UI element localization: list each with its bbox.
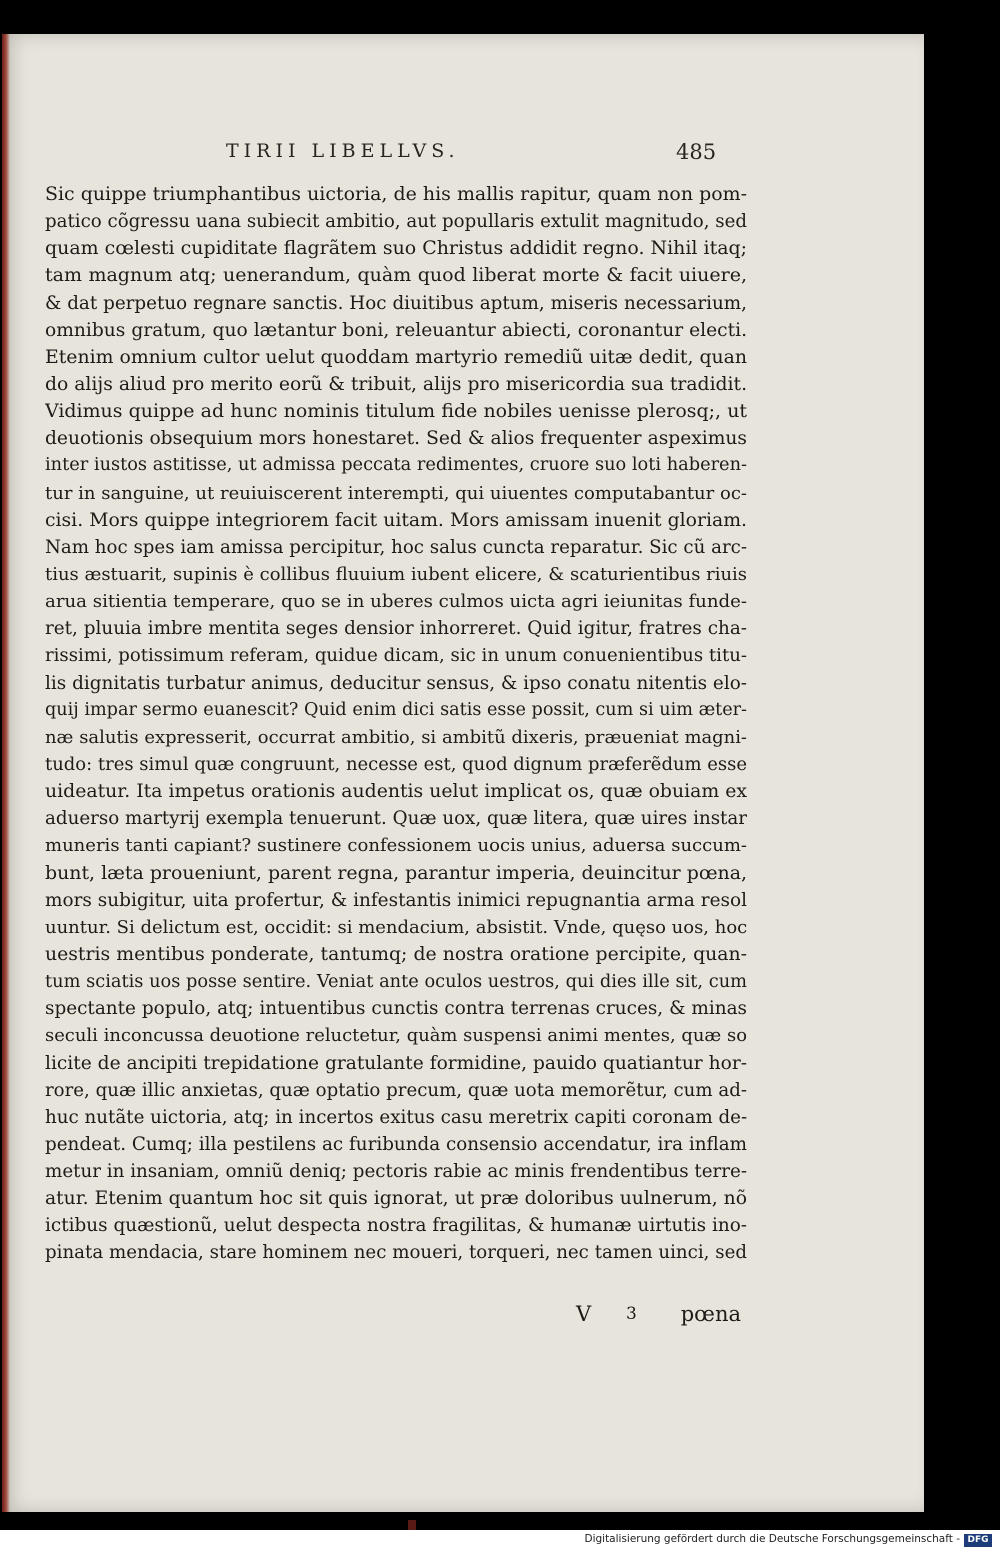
footer-bar <box>0 1530 1000 1551</box>
text-line: omnibus gratum, quo lætantur boni, releuantur abiecti, coronantur electi. <box>45 319 747 341</box>
text-line: & dat perpetuo regnare sanctis. Hoc diuitibus aptum, miseris necessarium, <box>45 292 747 314</box>
text-line: tum sciatis uos posse sentire. Veniat ante oculos uestros, qui dies ille sit, cum <box>45 971 747 993</box>
binding-edge <box>2 34 10 1512</box>
text-line: ictibus quæstionũ, uelut despecta nostra fragilitas, & humanæ uirtutis ino- <box>45 1215 747 1237</box>
text-line: inter iustos astitisse, ut admissa peccata redimentes, cruore suo loti haberen- <box>45 455 747 476</box>
signature-mark: V <box>576 1302 592 1326</box>
text-line: licite de ancipiti trepidatione gratulante formidine, pauido quatiantur hor- <box>45 1052 747 1074</box>
text-line: Vidimus quippe ad hunc nominis titulum fide nobiles uenisse plerosq;, ut <box>45 400 747 423</box>
text-line: rissimi, potissimum referam, quidue dicam, sic in unum conuenientibus titu- <box>45 645 747 667</box>
text-line: do alijs aliud pro merito eorũ & tribuit, alijs pro misericordia sua tradidit. <box>45 373 747 395</box>
text-line: cisi. Mors quippe integriorem facit uitam. Mors amissam inuenit gloriam. <box>45 509 747 531</box>
signature-number: 3 <box>626 1304 637 1324</box>
text-line: metur in insaniam, omniũ deniq; pectoris rabie ac minis frendentibus terre- <box>45 1161 747 1183</box>
book-page <box>2 34 924 1512</box>
catchword: pœna <box>680 1302 741 1326</box>
text-line: tius æstuarit, supinis è collibus fluuium iubent elicere, & scaturientibus riuis <box>45 563 747 585</box>
text-line: seculi inconcussa deuotione reluctetur, quàm suspensi animi mentes, quæ so <box>45 1025 747 1047</box>
text-line: uestris mentibus ponderate, tantumq; de nostra oratione percipite, quan- <box>45 943 747 965</box>
text-line: lis dignitatis turbatur animus, deducitur sensus, & ipso conatu nitentis elo- <box>45 672 747 694</box>
text-line: arua sitientia temperare, quo se in uberes culmos uicta agri ieiunitas funde- <box>45 591 747 613</box>
text-line: deuotionis obsequium mors honestaret. Sed & alios frequenter aspeximus <box>45 428 747 450</box>
text-line: quij impar sermo euanescit? Quid enim dici satis esse possit, cum si uim æter- <box>45 699 747 720</box>
text-line: tam magnum atq; uenerandum, quàm quod liberat morte & facit uiuere, <box>45 264 747 287</box>
text-line: tudo: tres simul quæ congruunt, necesse est, quod dignum præferẽdum esse <box>45 753 747 775</box>
text-line: aduerso martyrij exempla tenuerunt. Quæ uox, quæ litera, quæ uires instar <box>45 808 747 830</box>
text-line: quam cœlesti cupiditate flagrãtem suo Christus addidit regno. Nihil itaq; <box>45 237 747 260</box>
text-line: huc nutãte uictoria, atq; in incertos exitus casu meretrix capiti coronam de- <box>45 1106 747 1128</box>
text-line: ret, pluuia imbre mentita seges densior inhorreret. Quid igitur, fratres cha- <box>45 618 747 640</box>
text-line: næ salutis expresserit, occurrat ambitio, si ambitũ dixeris, præueniat magni- <box>45 726 747 748</box>
ribbon-mark <box>408 1520 416 1530</box>
text-line: pendeat. Cumq; illa pestilens ac furibunda consensio accendatur, ira inflam <box>45 1133 747 1155</box>
text-line: rore, quæ illic anxietas, quæ optatio precum, quæ uota memorẽtur, cum ad- <box>45 1079 747 1101</box>
text-line: spectante populo, atq; intuentibus cunctis contra terrenas cruces, & minas <box>45 998 747 1020</box>
catchline <box>576 1302 741 1332</box>
text-line: Nam hoc spes iam amissa percipitur, hoc salus cuncta reparatur. Sic cũ arc- <box>45 536 747 558</box>
text-line: mors subigitur, uita profertur, & infestantis inimici repugnantia arma resol <box>45 889 747 911</box>
text-line: pinata mendacia, stare hominem nec moueri, torqueri, nec tamen uinci, sed <box>45 1242 747 1264</box>
text-line: atur. Etenim quantum hoc sit quis ignorat, ut præ doloribus uulnerum, nõ <box>45 1188 747 1210</box>
text-line: Etenim omnium cultor uelut quoddam martyrio remediũ uitæ dedit, quan <box>45 346 747 368</box>
body-text <box>45 181 747 1267</box>
text-line: tur in sanguine, ut reuiuiscerent interempti, qui uiuentes computabantur oc- <box>45 482 747 504</box>
running-head: TIRII LIBELLVS. <box>226 140 460 162</box>
text-line: bunt, læta proueniunt, parent regna, parantur imperia, deuincitur pœna, <box>45 861 747 884</box>
dfg-logo: DFG <box>964 1534 992 1547</box>
text-line: uideatur. Ita impetus orationis audentis uelut implicat os, quæ obuiam ex <box>45 781 747 803</box>
page-number: 485 <box>676 140 717 164</box>
text-line: patico cõgressu uana subiecit ambitio, aut popullaris extulit magnitudo, sed <box>45 211 747 233</box>
funding-credit: Digitalisierung gefördert durch die Deutsche Forschungsgemeinschaft - <box>584 1533 960 1545</box>
text-line: Sic quippe triumphantibus uictoria, de his mallis rapitur, quam non pom- <box>45 183 747 205</box>
text-line: uuntur. Si delictum est, occidit: si mendacium, absistit. Vnde, quęso uos, hoc <box>45 916 747 938</box>
text-line: muneris tanti capiant? sustinere confessionem uocis unius, aduersa succum- <box>45 835 747 857</box>
